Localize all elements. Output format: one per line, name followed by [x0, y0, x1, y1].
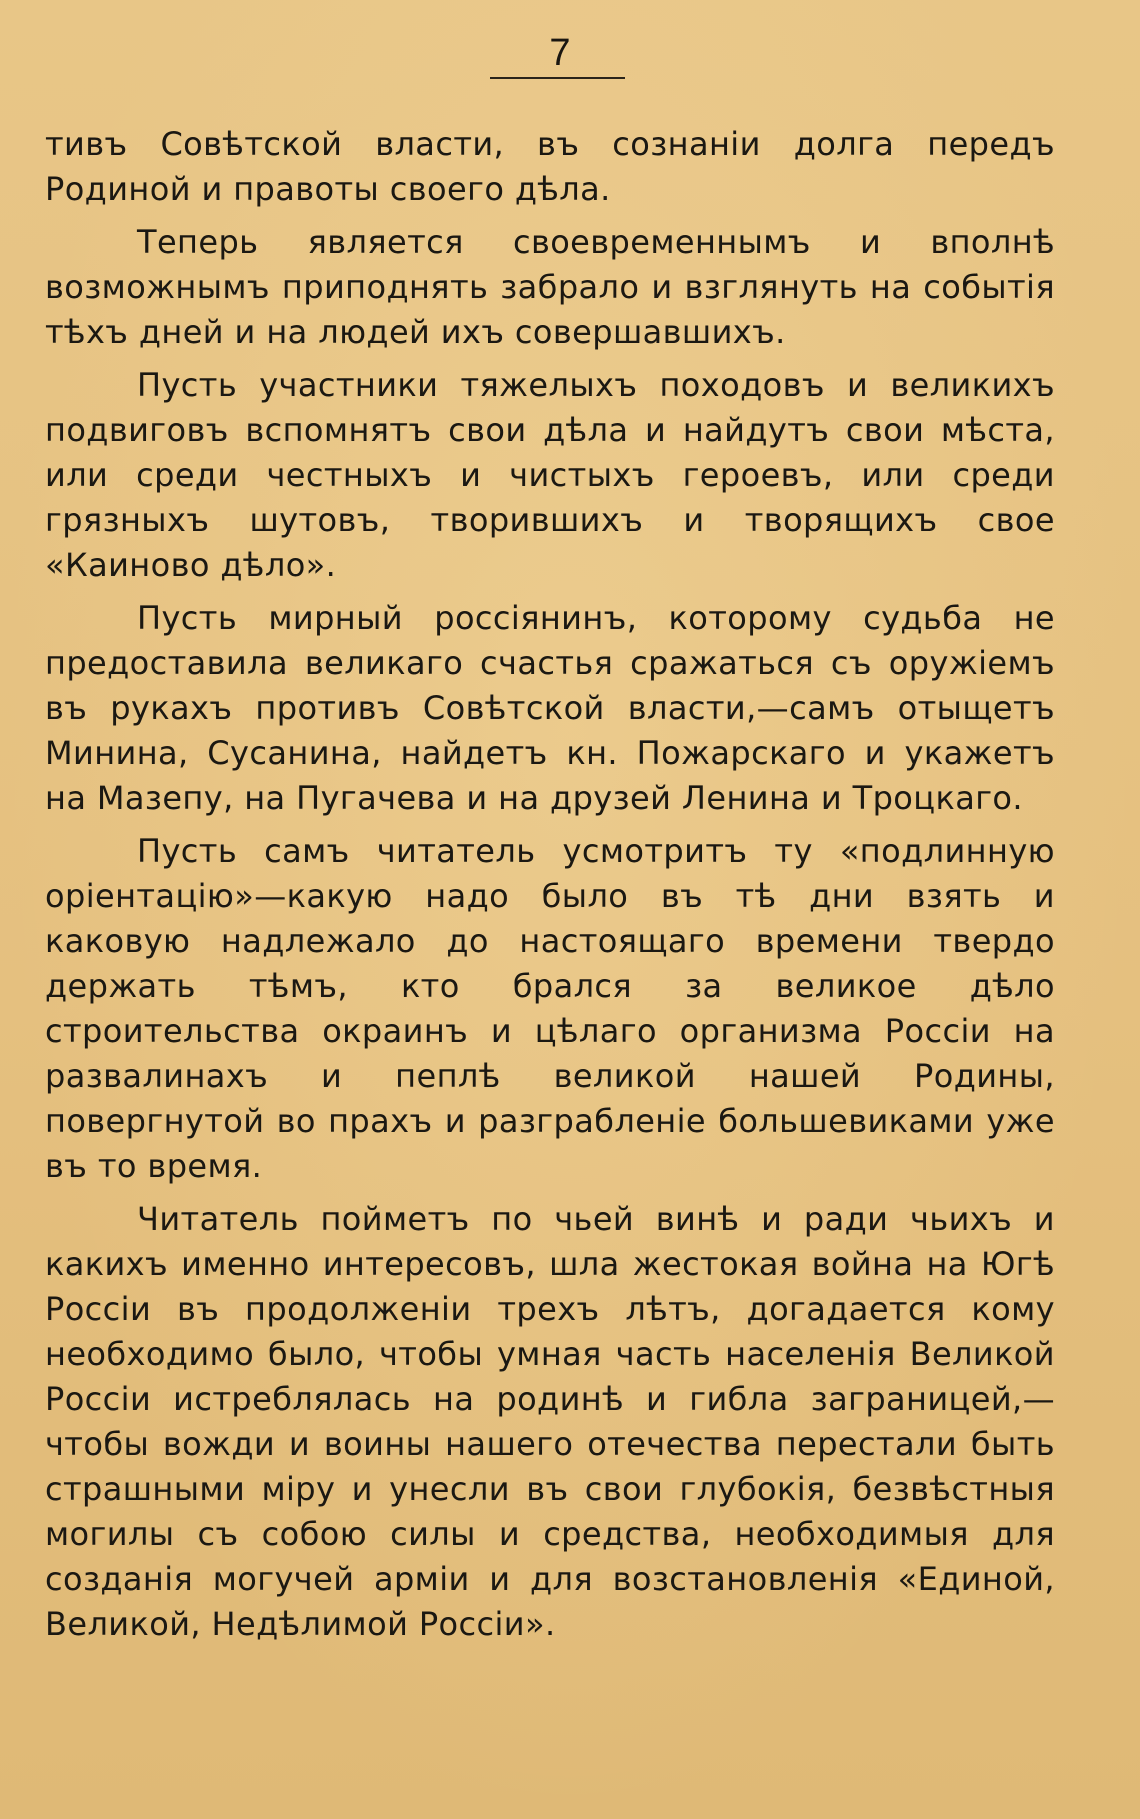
paragraph-4: Пусть мирный россіянинъ, которому судьба не предоставила великаго счастья сражаться съ оружіемъ въ рукахъ противъ Совѣтской власти,—самъ отыщетъ Минина, Сусанина, найдетъ кн. Пожарскаго и укажетъ на Мазепу, на Пугачева и на друзей Ленина и Троцкаго.: [45, 599, 1055, 817]
paragraph-5: Пусть самъ читатель усмотритъ ту «подлинную оріентацію»—какую надо было въ тѣ дни взять и каковую надлежало до настоящаго времени твердо держать тѣмъ, кто брался за великое дѣло строительства окраинъ и цѣлаго организма Россіи на развалинахъ и пеплѣ великой нашей Родины, повергнутой во прахъ и разграбленіе большевиками уже въ то время.: [45, 832, 1055, 1185]
paragraph-1: тивъ Совѣтской власти, въ сознаніи долга передъ Родиной и правоты своего дѣла.: [45, 125, 1055, 208]
page-number-rule: [490, 77, 625, 79]
paragraph-3: Пусть участники тяжелыхъ походовъ и великихъ подвиговъ вспомнятъ свои дѣла и найдутъ свои мѣста, или среди честныхъ и чистыхъ героевъ, или среди грязныхъ шутовъ, творившихъ и творящихъ свое «Каиново дѣло».: [45, 366, 1055, 584]
body-text: [45, 122, 1055, 1655]
paragraph-2: Теперь является своевременнымъ и вполнѣ возможнымъ приподнять забрало и взглянуть на событія тѣхъ дней и на людей ихъ совершавшихъ.: [45, 223, 1055, 351]
paragraph-6: Читатель пойметъ по чьей винѣ и ради чьихъ и какихъ именно интересовъ, шла жестокая война на Югѣ Россіи въ продолженіи трехъ лѣтъ, догадается кому необходимо было, чтобы умная часть населенія Великой Россіи истреблялась на родинѣ и гибла заграницей,—чтобы вожди и воины нашего отечества перестали быть страшными міру и унесли въ свои глубокія, безвѣстныя могилы съ собою силы и средства, необходимыя для созданія могучей арміи и для возстановленія «Единой, Великой, Недѣлимой Россіи».: [45, 1200, 1055, 1643]
page-number: 7: [549, 32, 571, 74]
